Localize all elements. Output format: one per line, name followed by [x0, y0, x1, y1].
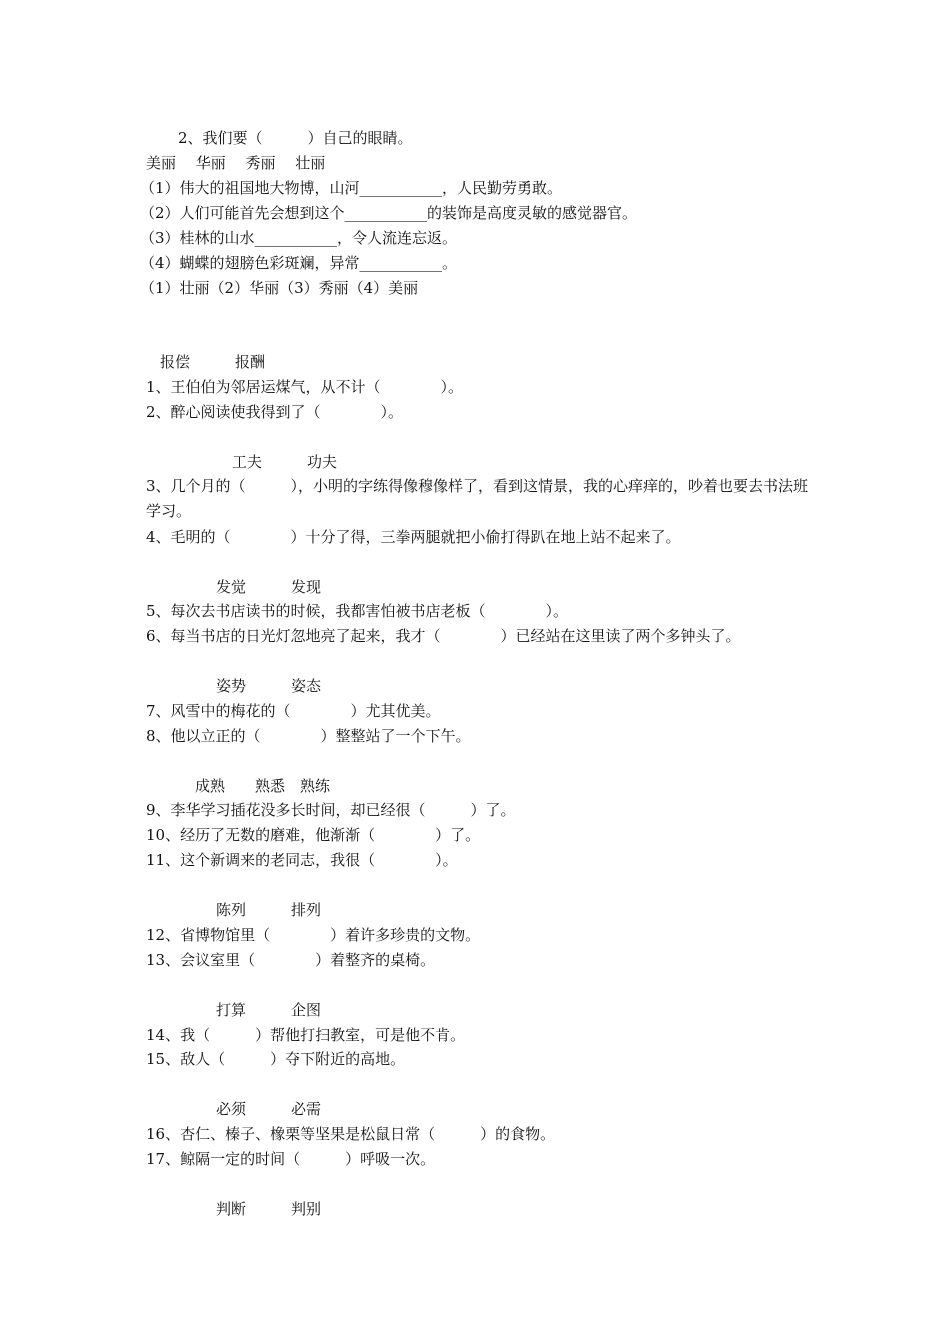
word-pair-heading: 必须 必需	[216, 1100, 322, 1118]
fill-item-3: （3）桂林的山水___________，令人流连忘返。	[140, 229, 458, 247]
answer-key: （1）壮丽（2）华丽（3）秀丽（4）美丽	[140, 279, 419, 297]
sentence-item: 10、经历了无数的磨难，他渐渐（ ）了。	[146, 826, 481, 844]
word-pair-heading: 姿势 姿态	[216, 677, 322, 695]
sentence-item: 3、几个月的（ ），小明的字练得像穆像样了，看到这情景，我的心痒痒的，吵着也要去书法班学习。	[146, 477, 809, 520]
word-pair-heading: 发觉 发现	[216, 578, 322, 596]
sentence-item: 12、省博物馆里（ ）着许多珍贵的文物。	[146, 926, 481, 944]
word-pair-heading: 判断 判别	[216, 1200, 322, 1218]
sentence-item: 6、每当书店的日光灯忽地亮了起来，我才（ ）已经站在这里读了两个多钟头了。	[146, 627, 741, 645]
fill-item-1: （1）伟大的祖国地大物博，山河___________，人民勤劳勇敢。	[140, 179, 563, 197]
word-pair-heading: 成熟 熟悉 熟练	[195, 777, 331, 795]
word-pair-heading: 报偿 报酬	[160, 353, 266, 371]
sentence-item: 2、醉心阅读使我得到了（ ）。	[146, 403, 404, 421]
sentence-item: 8、他以立正的（ ）整整站了一个下午。	[146, 727, 471, 745]
word-options: 美丽 华丽 秀丽 壮丽	[146, 154, 326, 172]
question-2: 2、我们要（ ）自己的眼睛。	[178, 129, 413, 147]
sentence-item: 16、杏仁、榛子、橡栗等坚果是松鼠日常（ ）的食物。	[146, 1125, 556, 1143]
sentence-item: 1、王伯伯为邻居运煤气，从不计（ ）。	[146, 378, 464, 396]
sentence-item: 14、我（ ）帮他打扫教室，可是他不肯。	[146, 1026, 466, 1044]
fill-item-4: （4）蝴蝶的翅膀色彩斑斓，异常___________。	[140, 254, 458, 272]
word-pair-heading: 陈列 排列	[216, 901, 322, 919]
word-pair-heading: 打算 企图	[216, 1001, 322, 1019]
sentence-item: 15、敌人（ ）夺下附近的高地。	[146, 1050, 406, 1068]
sentence-item: 13、会议室里（ ）着整齐的桌椅。	[146, 951, 436, 969]
sentence-item: 4、毛明的（ ）十分了得，三拳两腿就把小偷打得趴在地上站不起来了。	[146, 528, 681, 546]
sentence-item: 5、每次去书店读书的时候，我都害怕被书店老板（ ）。	[146, 602, 569, 620]
sentence-item: 9、李华学习插花没多长时间，却已经很（ ）了。	[146, 801, 516, 819]
sentence-item: 11、这个新调来的老同志，我很（ ）。	[146, 851, 458, 869]
sentence-item: 17、鲸隔一定的时间（ ）呼吸一次。	[146, 1150, 436, 1168]
fill-item-2: （2）人们可能首先会想到这个___________的装饰是高度灵敏的感觉器官。	[140, 204, 638, 222]
sentence-item: 7、风雪中的梅花的（ ）尤其优美。	[146, 702, 441, 720]
word-pair-heading: 工夫 功夫	[232, 453, 338, 471]
